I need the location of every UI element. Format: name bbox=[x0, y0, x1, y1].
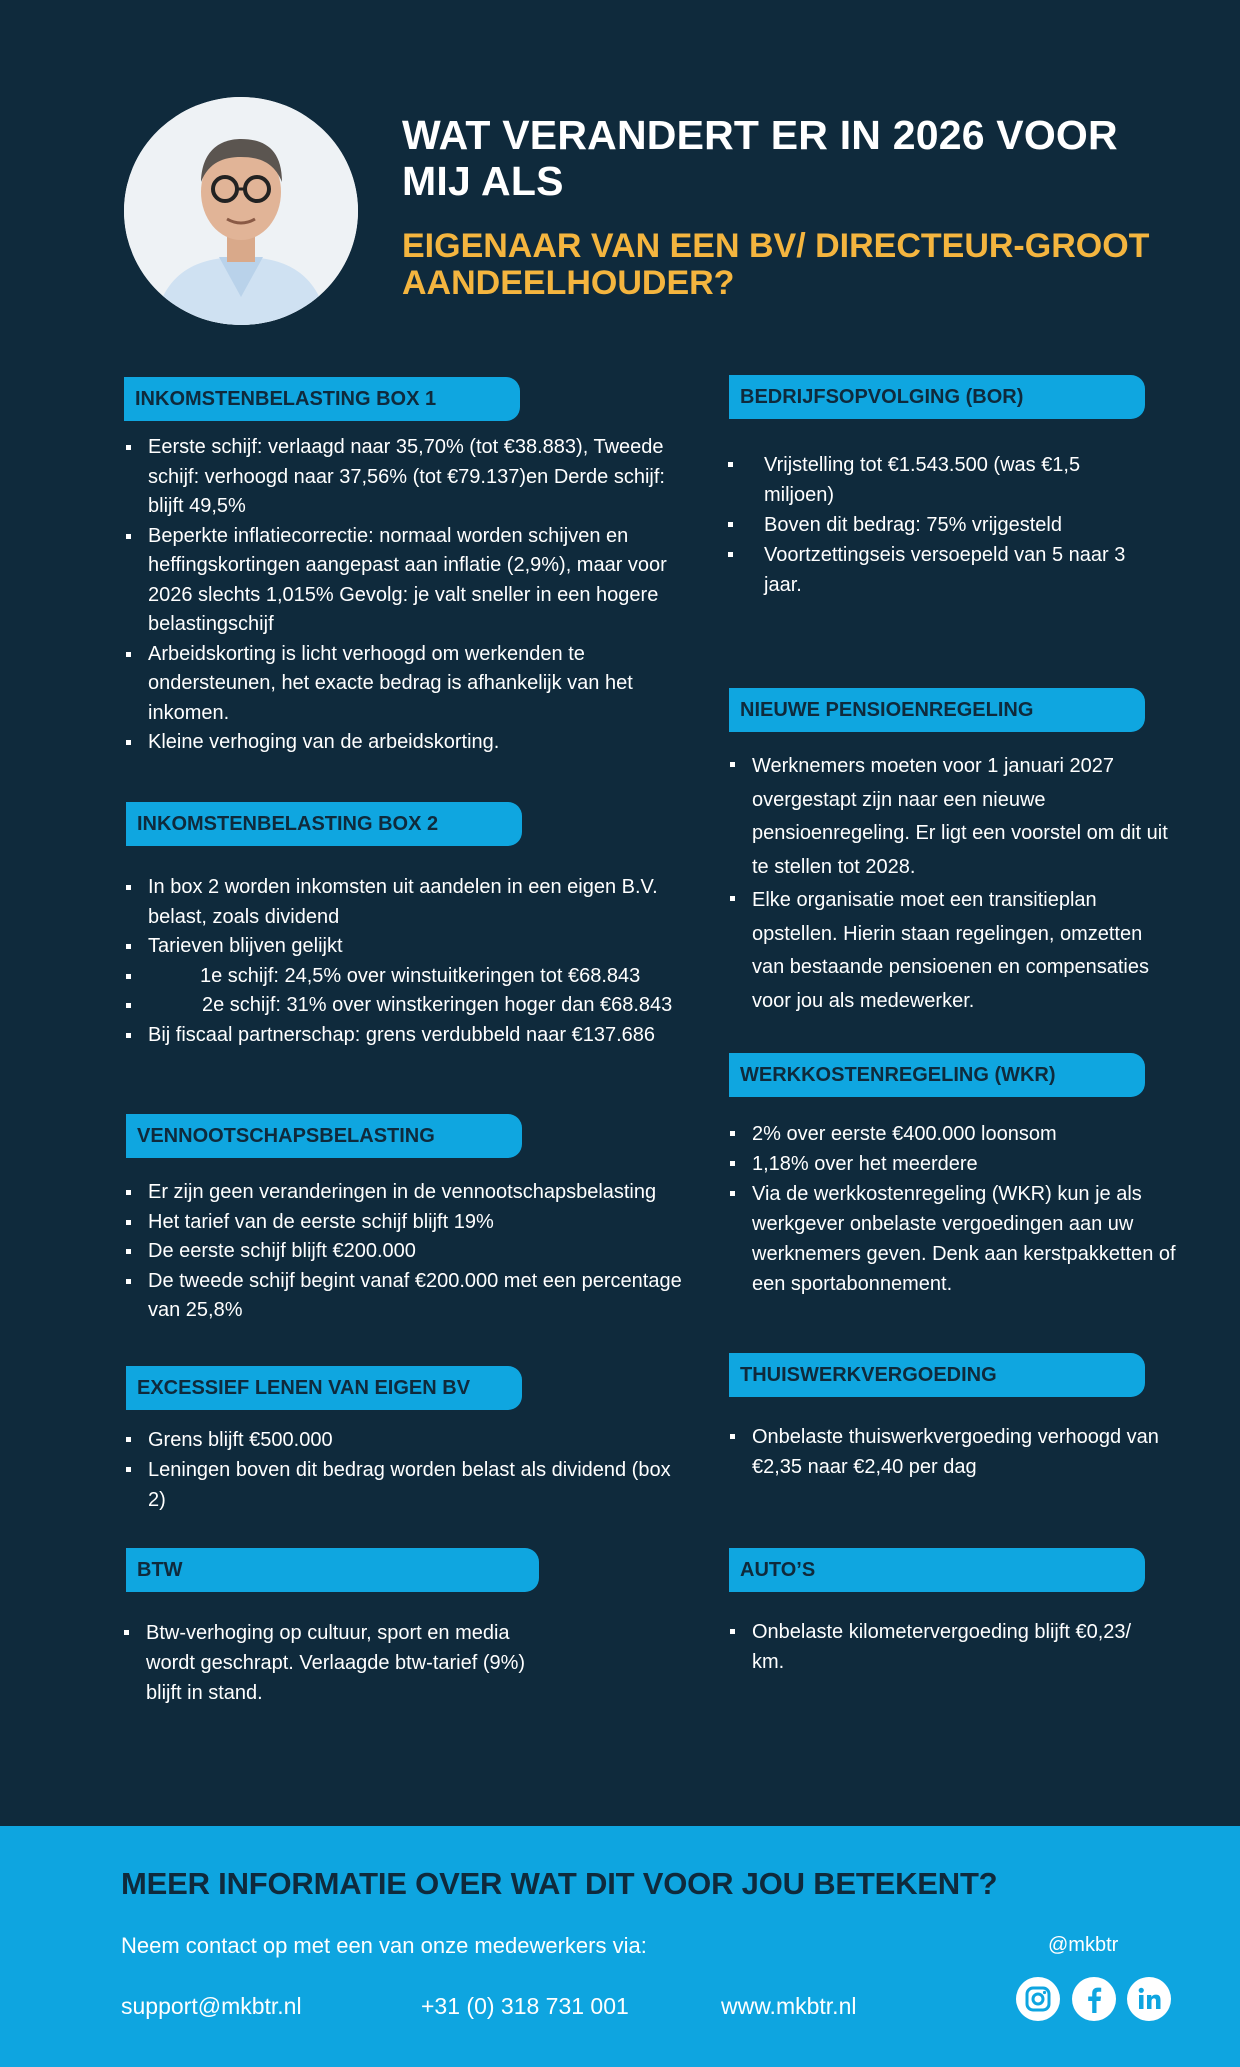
lenen-list bbox=[124, 1425, 684, 1515]
email-link[interactable]: support@mkbtr.nl bbox=[121, 1993, 302, 2019]
list-item: Eerste schijf: verlaagd naar 35,70% (tot €38.883), Tweede schijf: verhoogd naar 37,56% (tot €79.137)en Derde schijf: blijft 49,5% bbox=[124, 433, 684, 522]
box2-list bbox=[124, 873, 704, 1050]
bor-list bbox=[726, 450, 1146, 600]
list-item: Onbelaste thuiswerkvergoeding verhoogd van €2,35 naar €2,40 per dag bbox=[728, 1422, 1168, 1482]
list-item: Beperkte inflatiecorrectie: normaal worden schijven en heffingskortingen aangepast aan inflatie (2,9%), maar voor 2026 slechts 1,015% Gevolg: je valt sneller in een hogere belastingschijf bbox=[124, 522, 684, 640]
btw-list bbox=[122, 1618, 552, 1708]
list-item: Het tarief van de eerste schijf blijft 19% bbox=[124, 1208, 694, 1238]
wkr-list bbox=[728, 1119, 1178, 1299]
section-header-wkr: WERKKOSTENREGELING (WKR) bbox=[729, 1053, 1145, 1097]
section-header-thuiswerk: THUISWERKVERGOEDING bbox=[729, 1353, 1145, 1397]
footer-text: Neem contact op met een van onze medewerkers via: bbox=[121, 1933, 647, 1958]
box1-list bbox=[124, 433, 684, 758]
list-item: Onbelaste kilometervergoeding blijft €0,23/ km. bbox=[728, 1617, 1168, 1677]
section-header-autos: AUTO’S bbox=[729, 1548, 1145, 1592]
list-item: Grens blijft €500.000 bbox=[124, 1425, 684, 1455]
page-subtitle: EIGENAAR VAN EEN BV/ DIRECTEUR-GROOT AANDEELHOUDER? bbox=[402, 227, 1150, 302]
section-header-vpb: VENNOOTSCHAPSBELASTING bbox=[126, 1114, 522, 1158]
section-header-box2: INKOMSTENBELASTING BOX 2 bbox=[126, 802, 522, 846]
list-item: De tweede schijf begint vanaf €200.000 met een percentage van 25,8% bbox=[124, 1267, 694, 1326]
author-photo bbox=[124, 97, 358, 325]
list-item: 1,18% over het meerdere bbox=[728, 1149, 1178, 1179]
social-handle[interactable]: @mkbtr bbox=[1048, 1934, 1119, 1956]
list-item: In box 2 worden inkomsten uit aandelen in een eigen B.V. belast, zoals dividend bbox=[124, 873, 704, 932]
list-item: 2% over eerste €400.000 loonsom bbox=[728, 1119, 1178, 1149]
list-item: Btw-verhoging op cultuur, sport en media wordt geschrapt. Verlaagde btw-tarief (9%) blijft in stand. bbox=[122, 1618, 552, 1708]
section-header-btw: BTW bbox=[126, 1548, 539, 1592]
list-item: Werknemers moeten voor 1 januari 2027 overgestapt zijn naar een nieuwe pensioenregeling. Er ligt een voorstel om dit uit te stellen tot 2028. bbox=[728, 750, 1168, 884]
section-header-box1: INKOMSTENBELASTING BOX 1 bbox=[124, 377, 520, 421]
list-item bbox=[124, 991, 704, 1021]
linkedin-icon[interactable] bbox=[1127, 1977, 1171, 2021]
section-header-lenen: EXCESSIEF LENEN VAN EIGEN BV bbox=[126, 1366, 522, 1410]
list-item: Voortzettingseis versoepeld van 5 naar 3 jaar. bbox=[726, 540, 1146, 600]
list-item: Leningen boven dit bedrag worden belast als dividend (box 2) bbox=[124, 1455, 684, 1515]
list-item-text: 2e schijf: 31% over winstkeringen hoger dan €68.843 bbox=[202, 994, 673, 1016]
facebook-icon[interactable] bbox=[1072, 1977, 1116, 2021]
instagram-icon[interactable] bbox=[1016, 1977, 1060, 2021]
list-item: Kleine verhoging van de arbeidskorting. bbox=[124, 728, 684, 758]
list-item: Boven dit bedrag: 75% vrijgesteld bbox=[726, 510, 1146, 540]
pensioen-list bbox=[728, 750, 1168, 1018]
phone-link[interactable]: +31 (0) 318 731 001 bbox=[421, 1993, 629, 2019]
footer-title: MEER INFORMATIE OVER WAT DIT VOOR JOU BETEKENT? bbox=[121, 1866, 998, 1901]
vpb-list bbox=[124, 1178, 694, 1326]
autos-list bbox=[728, 1617, 1168, 1677]
list-item: De eerste schijf blijft €200.000 bbox=[124, 1237, 694, 1267]
website-link[interactable]: www.mkbtr.nl bbox=[721, 1993, 857, 2019]
list-item: Arbeidskorting is licht verhoogd om werkenden te ondersteunen, het exacte bedrag is afhankelijk van het inkomen. bbox=[124, 640, 684, 729]
list-item bbox=[124, 962, 704, 992]
list-item: Elke organisatie moet een transitieplan opstellen. Hierin staan regelingen, omzetten van bestaande pensioenen en compensaties voor jou als medewerker. bbox=[728, 884, 1168, 1018]
list-item-text: 1e schijf: 24,5% over winstuitkeringen tot €68.843 bbox=[200, 964, 641, 987]
page-title: WAT VERANDERT ER IN 2026 VOOR MIJ ALS bbox=[402, 112, 1118, 204]
section-header-pensioen: NIEUWE PENSIOENREGELING bbox=[729, 688, 1145, 732]
list-item: Er zijn geen veranderingen in de vennootschapsbelasting bbox=[124, 1178, 694, 1208]
thuiswerk-list bbox=[728, 1422, 1168, 1482]
list-item: Vrijstelling tot €1.543.500 (was €1,5 miljoen) bbox=[726, 450, 1146, 510]
list-item: Bij fiscaal partnerschap: grens verdubbeld naar €137.686 bbox=[124, 1021, 704, 1051]
list-item: Via de werkkostenregeling (WKR) kun je als werkgever onbelaste vergoedingen aan uw werknemers geven. Denk aan kerstpakketten of een sportabonnement. bbox=[728, 1179, 1178, 1299]
list-item: Tarieven blijven gelijkt bbox=[124, 932, 704, 962]
person-illustration bbox=[124, 97, 358, 325]
section-header-bor: BEDRIJFSOPVOLGING (BOR) bbox=[729, 375, 1145, 419]
